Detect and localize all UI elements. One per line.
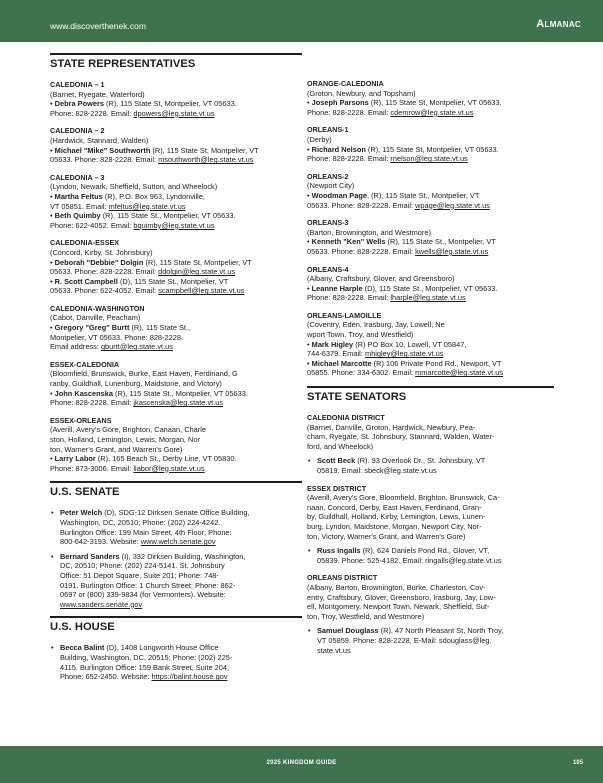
district-towns: (Barnet, Danville, Groton, Hardwick, Newbury, Pea- [307,422,476,432]
email-link[interactable]: cdemrow@leg.state.vt.us [390,107,474,117]
district-essex-orleans [50,416,302,474]
member-name: Becca Balint [60,643,105,653]
member-contact [50,221,302,231]
district-towns: (Albany, Craftsbury, Glover, and Greensboro) [307,274,455,284]
member-address-cont: Montpelier, VT 05633. Phone: 828-2228. [50,332,183,342]
member-address: (D), SDG-12 Dirksen Senate Office Building, [102,508,250,518]
district-name: ESSEX DISTRICT [307,483,367,493]
member-address: (I), 332 Dirksen Building, Washington, [119,551,246,561]
member-phone: 05633. Phone: 828-2228. Email: [307,246,416,256]
district-caledonia-1 [50,80,302,118]
member-phone: Phone: 828-2228. Email: [307,154,391,164]
member-address: (R), 115 State St., [129,323,191,333]
member-address-cont: DC, 20510; Phone: (202) 224-5141. St. Johnsbury [60,561,225,571]
right-column [307,79,554,663]
district-orleans-3 [307,218,554,256]
district-towns: ton, Victory, Warner's Grant, and Warren's Gore) [307,531,466,541]
member-address: (R), 115 State St, Montpelier, VT 05633. [365,144,499,154]
member-address-cont: Burlington Office: 199 Main Street, 4th Floor; Phone: [60,527,232,537]
district-name: CALEDONIA-ESSEX [50,238,120,248]
district-name: CALEDONIA – 1 [50,80,105,89]
member-address-cont: 4115. Burlington Office: 159 Bank Street, Suite 204; [60,662,229,672]
member-address: (D), 1408 Longworth House Office [104,643,219,653]
district-orange-caledonia [307,79,554,117]
member-address: (R) PO Box 10, Lowell, VT 05847, [353,339,467,349]
member-address: (R), 115 State St, Montpelier, VT 05633. [103,99,237,109]
member-contact [307,247,554,257]
state-representatives-heading: STATE REPRESENTATIVES [50,53,302,71]
member-name: Mark Higley [311,339,354,349]
senator-sanders [50,552,302,610]
email-link[interactable]: mfeltus@leg.state.vt.us [108,201,186,211]
member-entry: • R. Scott Campbell (D), 115 State St., Montpelier, VT [50,276,229,286]
district-name: ESSEX-ORLEANS [50,415,112,425]
email-link[interactable]: msouthworth@leg.state.vt.us [158,155,254,165]
district-orleans-2 [307,172,554,210]
member-phone: Phone: 652-2450. Website: [60,672,152,682]
member-contact [50,398,302,408]
district-name: CALEDONIA-WASHINGTON [50,303,145,313]
email-link[interactable]: ddolgin@leg.state.vt.us [158,267,236,277]
member-address: (R), 115 State St, Montpelier, VT [150,145,259,155]
member-phone: 05633. Phone: 828-2228. Email: [50,267,159,277]
member-name: Woodman Page [311,190,367,200]
district-caledonia-2 [50,126,302,164]
district-towns: (Newport City) [307,181,355,191]
district-towns: (Averill, Avery's Gore, Brighton, Canaan, Charle [50,425,207,435]
footer-banner [0,746,603,783]
senator-entry [307,546,554,565]
member-entry: • Larry Labor (R), 165 Beach St., Derby Line, VT 05830. [50,454,237,464]
district-name: ORANGE-CALEDONIA [307,79,384,88]
member-address: (R) 106 Private Pond Rd., Newport, VT [371,358,502,368]
district-towns: (Cabot, Danville, Peacham) [50,313,141,323]
district-towns: ston, Holland, Lemington, Lewis, Morgan, Nor [50,435,200,444]
member-name: Michael "Mike" Southworth [54,145,151,155]
member-contact [50,267,302,277]
member-address-cont: Office: 51 Depot Square, Suite 201; Phone: 748- [60,570,219,580]
website-link[interactable]: www.welch.senate.gov [140,537,216,547]
member-name: Martha Feltus [54,191,103,201]
member-name: Russ Ingalls [317,546,361,556]
member-address-cont: 0191. Burlington Office: 1 Church Street; Phone: 862- [60,580,236,590]
representative-balint [50,643,302,681]
member-name: Gregory "Greg" Burtt [54,323,130,333]
website-link[interactable]: https://balint.house.gov [151,672,228,682]
member-contact: 05839. Phone: 525-4182. Email: ringalls@leg.state.vt.us [317,555,502,565]
member-address: (R), 165 Beach St., Derby Line, VT 05830. [95,454,237,464]
member-name: Deborah "Debbie" Dolgin [54,257,144,267]
member-name: Peter Welch [60,508,103,518]
us-senate-heading: U.S. SENATE [50,481,302,499]
member-phone: 744-6379. Email: [307,349,365,359]
district-towns: ton, Warner's Grant, and Warren's Gore) [50,444,183,454]
publication-title: 2025 KINGDOM GUIDE [266,760,337,766]
member-entry: • Michael Marcotte (R) 106 Private Pond Rd., Newport, VT [307,358,502,368]
district-towns: (Albany, Barton, Brownington, Burke, Charleston, Cov- [307,582,486,592]
district-towns: (Concord, Kirby, St. Johnsbury) [50,247,153,257]
member-name: Michael Marcotte [311,358,372,368]
district-name: ESSEX-CALEDONIA [50,359,120,369]
member-address: , (R), 115 State St., Montpelier, VT [366,190,480,200]
district-towns: (Barton, Brownington, and Westmore) [307,227,431,237]
member-name: John Kascenska [54,388,113,398]
district-towns: (Derby) [307,134,332,144]
website-url[interactable]: www.discoverthenek.com [50,21,146,31]
member-phone: Phone: 828-2228. Email: [307,107,391,117]
email-link[interactable]: mmarcotte@leg.state.vt.us [415,368,504,378]
senate-essex-district [307,484,554,566]
state-senators-heading: STATE SENATORS [307,386,554,404]
member-entry: • Gregory "Greg" Burtt (R), 115 State St., [50,323,191,333]
district-towns: by, Guildhall, Holland, Kirby, Lemington, Lewis, Lunen- [307,512,486,522]
district-caledonia-3 [50,173,302,231]
district-towns: (Coventry, Eden, Irasburg, Jay, Lowell, Ne [307,320,445,330]
member-address-cont: Washington, DC, 20510; Phone: (202) 224-4242. [60,517,221,527]
member-contact [50,109,302,119]
member-phone: Phone: 828-2228. Email: [50,398,134,408]
member-entry: • Martha Feltus (R), P.O. Box 963, Lyndonville, [50,191,205,201]
district-towns: ranby, Guildhall, Lunenburg, Maidstone, and Victory) [50,379,222,389]
member-contact [50,155,302,165]
member-name: Joseph Parsons [311,98,369,108]
email-link[interactable]: kwells@leg.state.vt.us [415,246,489,256]
member-phone: 05633. Phone: 622-4052. Email: [50,286,159,296]
left-column [50,53,302,687]
member-name: Beth Quimby [54,211,101,221]
senator-welch [50,508,302,546]
district-towns: (Barnet, Ryegate, Waterford) [50,89,145,99]
district-towns: ford, and Wheelock) [307,441,374,451]
district-name: ORLEANS-1 [307,125,349,135]
member-address: (R), 47 North Pleasant St, North Troy, [378,626,504,636]
district-towns: burg, Lyndon, Maidstone, Morgan, Newport City, Nor- [307,521,482,531]
district-towns: (Bloomfield, Brunswick, Burke, East Haven, Ferdinand, G [50,369,238,379]
district-towns: ton, Troy, Westfield, and Westmore) [307,611,425,621]
member-address: (D), 115 State St., Montpelier, VT [117,276,229,286]
email-link[interactable]: jkascenska@leg.state.vt.us [133,398,224,408]
member-address: (R), 115 State St, Montpelier, VT [143,257,252,267]
member-entry: • Richard Nelson (R), 115 State St, Montpelier, VT 05633. [307,144,499,154]
member-entry: • Deborah "Debbie" Dolgin (R), 115 State St, Montpelier, VT [50,257,252,267]
top-banner [0,0,603,42]
district-name: ORLEANS DISTRICT [307,573,378,583]
member-name: Samuel Douglass [317,626,379,636]
district-caledonia-washington [50,304,302,352]
email-link[interactable]: llabor@leg.state.vt.us [133,463,205,473]
member-contact [307,108,554,118]
email-link[interactable]: rnelson@leg.state.vt.us [390,154,468,164]
district-towns: (Lyndon, Newark, Sheffield, Sutton, and Wheelock) [50,182,218,192]
district-name: CALEDONIA – 3 [50,172,105,182]
district-caledonia-essex [50,238,302,296]
member-entry: • Mark Higley (R) PO Box 10, Lowell, VT 05847, [307,339,467,349]
member-name: Kenneth "Ken" Wells [311,237,386,247]
member-phone: 05855. Phone: 334-6302. Email: [307,368,416,378]
website-link[interactable]: www.sanders.senate.gov [60,599,143,609]
district-towns: wport Town, Troy, and Westfield) [307,330,414,340]
member-address: (R), 624 Daniels Pond Rd., Glover, VT, [360,546,490,556]
us-house-heading: U.S. HOUSE [50,616,302,634]
member-email-label: Email address: [50,342,101,352]
member-address-cont: 0697 or (800) 339-9834 (for Vermonters). Website: [60,590,226,600]
district-name: ORLEANS-LAMOILLE [307,310,382,320]
member-name: Bernard Sanders [60,551,120,561]
district-essex-caledonia [50,360,302,408]
member-entry: • Debra Powers (R), 115 State St, Montpelier, VT 05633. [50,99,237,109]
email-link[interactable]: wpage@leg.state.vt.us [415,200,490,210]
senate-caledonia-district [307,413,554,476]
district-towns: (Averill, Avery's Gore, Bloomfield, Brighton, Brunswick, Ca- [307,493,500,503]
email-link[interactable]: lharple@leg.state.vt.us [390,293,466,303]
member-contact [307,201,554,211]
district-towns: (Hardwick, Stannard, Walden) [50,135,149,145]
member-name: R. Scott Campbell [54,276,118,286]
member-phone: Phone: 622-4052. Email: [50,220,134,230]
email-link[interactable]: bquimby@leg.state.vt.us [133,220,215,230]
district-orleans-4 [307,265,554,303]
member-contact: state.vt.us [317,645,351,655]
member-contact [50,202,302,212]
email-link[interactable]: dpowers@leg.state.vt.us [133,108,215,118]
district-name: CALEDONIA DISTRICT [307,413,385,423]
member-contact [307,349,554,359]
member-entry: • Beth Quimby (R), 115 State St., Montpelier, VT 05633. [50,211,236,221]
member-name: Debra Powers [54,99,104,109]
district-towns: ell, Montgomery, Newport Town, Newark, Sheffield, Sut- [307,602,490,612]
member-entry: • Kenneth "Ken" Wells (R), 115 State St., Montpelier, VT [307,237,496,247]
member-name: Richard Nelson [311,144,366,154]
member-entry: • Joseph Parsons (R), 115 State St, Montpelier, VT 05633. [307,98,502,108]
section-title: Almanac [536,18,581,30]
senate-orleans-district [307,573,554,655]
member-entry: • John Kascenska (R), 115 State St., Montpelier, VT 05633. [50,388,248,398]
member-address: (R), 115 State St., Montpelier, VT 05633. [100,211,236,221]
member-phone: 05633. Phone: 828-2228. Email: [307,200,416,210]
district-name: ORLEANS-4 [307,264,349,274]
member-phone: 800-642-3193. Website: [60,537,141,547]
member-entry: • Woodman Page, (R), 115 State St., Montpelier, VT [307,190,480,200]
member-contact: VT 05859. Phone: 828-2228, E-Mail: sdouglass@leg. [317,635,492,645]
member-name: Larry Labor [54,454,96,464]
member-contact [307,154,554,164]
member-address: (R), 115 State St, Montpelier, VT 05633. [368,98,502,108]
district-towns: naan, Concord, Derby, East Haven, Ferdinand, Gran- [307,502,482,512]
email-link[interactable]: scampbell@leg.state.vt.us [158,286,245,296]
member-entry: • Michael "Mike" Southworth (R), 115 State St, Montpelier, VT [50,145,259,155]
page-number: 105 [572,760,583,766]
member-name: Scott Beck [317,456,356,466]
district-orleans-1 [307,125,554,163]
district-name: ORLEANS-2 [307,171,349,181]
member-address: (R), P.O. Box 963, Lyndonville, [102,191,205,201]
member-phone: Phone: 828-2228. Email: [307,293,391,303]
member-entry: • Leanne Harple (D), 115 State St., Montpelier, VT 05633. [307,283,498,293]
senator-entry [307,456,554,475]
member-contact [307,293,554,303]
member-contact [50,342,302,352]
member-phone: Phone: 828-2228. Email: [50,108,134,118]
member-phone: VT 05851. Email: [50,201,109,211]
district-orleans-lamoille [307,311,554,378]
email-link[interactable]: gburtt@leg.state.vt.us [100,342,173,352]
district-towns: (Groton, Newbury, and Topsham) [307,88,416,98]
member-contact: 05819. Email: sbeck@leg.state.vt.us [317,466,437,475]
member-address: (D), 115 State St., Montpelier, VT 05633. [362,283,498,293]
member-address: (R), 115 State St., Montpelier, VT [385,237,496,247]
member-phone: Phone: 873-3006. Email: [50,463,134,473]
member-name: Leanne Harple [311,283,363,293]
member-address: (R), 115 State St., Montpelier, VT 05633. [113,388,248,398]
district-name: CALEDONIA – 2 [50,126,105,136]
member-address: (R). 93 Overlook Dr., St. Johnsbury, VT [355,456,486,466]
member-contact [50,464,302,474]
district-towns: entry, Craftsbury, Glover, Greensboro, Irasburg, Jay, Low- [307,592,496,602]
member-phone: 05633. Phone: 828-2228. Email: [50,155,159,165]
member-contact [50,286,302,296]
email-link[interactable]: mhigley@leg.state.vt.us [364,349,444,359]
senator-entry [307,626,554,655]
district-name: ORLEANS-3 [307,218,349,228]
district-towns: cham, Ryegate, St. Johnsbury, Stannard, Walden, Water- [307,432,495,442]
member-contact [307,368,554,378]
member-address-cont: Building, Washington, DC, 20515; Phone: (202) 225- [60,652,233,662]
